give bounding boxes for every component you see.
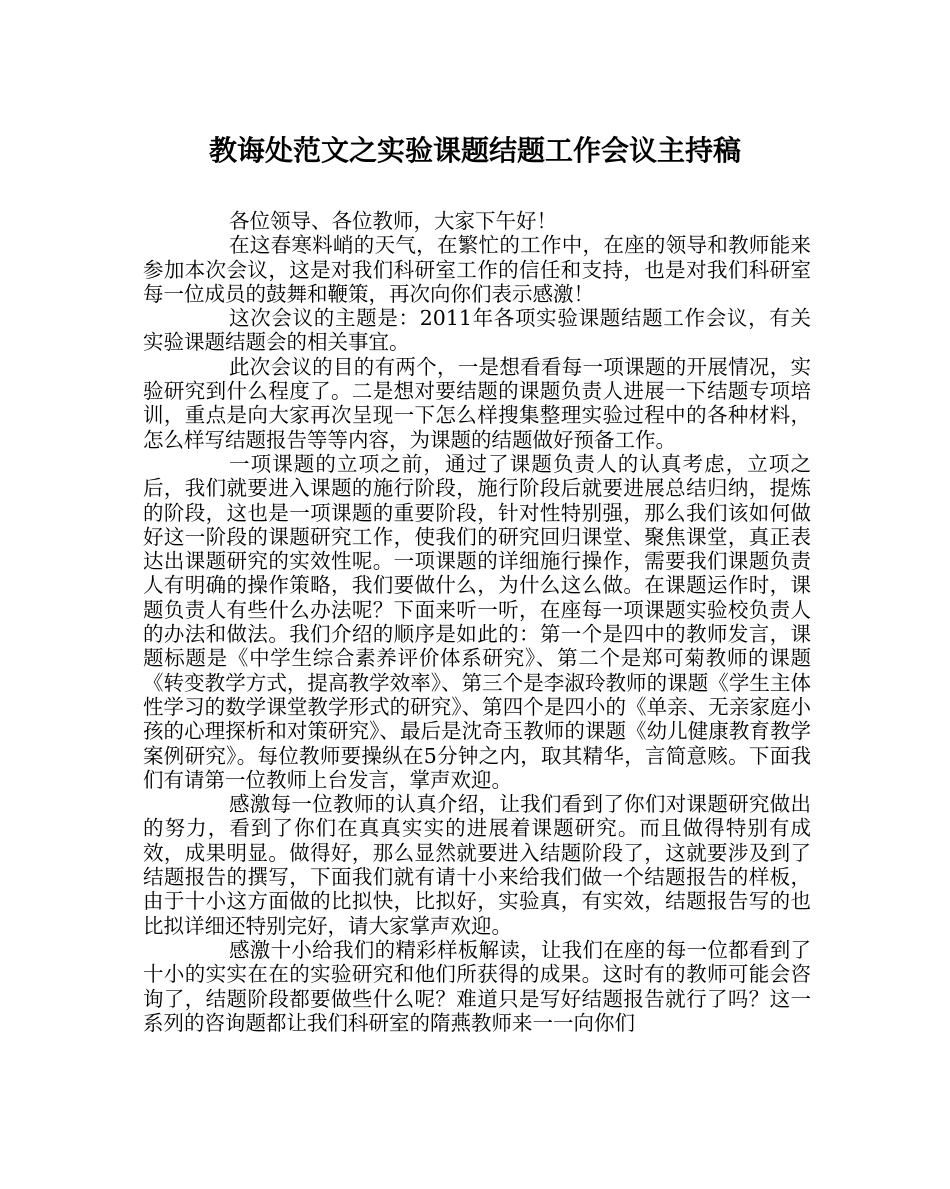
paragraph-sample-report: 感激十小给我们的精彩样板解读，让我们在座的每一位都看到了十小的实实在在的实验研究和他们所获得的成果。这时有的教师可能会咨询了，结题阶段都要做些什么呢？难道只是写好结题报告就行了吗？这一系列的咨询题都让我们科研室的隋燕教师来一一向你们 bbox=[143, 937, 811, 1035]
paragraph-purpose: 此次会议的目的有两个，一是想看看每一项课题的开展情况，实验研究到什么程度了。二是想对要结题的课题负责人进展一下结题专项培训，重点是向大家再次呈现一下怎么样搜集整理实验过程中的各种材料，怎么样写结题报告等等内容，为课题的结题做好预备工作。 bbox=[143, 354, 811, 452]
paragraph-greeting: 各位领导、各位教师，大家下午好！ bbox=[229, 209, 557, 233]
paragraph-theme: 这次会议的主题是：2011年各项实验课题结题工作会议，有关实验课题结题会的相关事宜。 bbox=[143, 306, 811, 355]
paragraph-project-intro: 一项课题的立项之前，通过了课题负责人的认真考虑，立项之后，我们就要进入课题的施行阶段，施行阶段后就要进展总结归纳，提炼的阶段，这也是一项课题的重要阶段，针对性特别强，那么我们该如何做好这一阶段的课题研究工作，使我们的研究回归课堂、聚焦课堂，真正表达出课题研究的实效性呢。一项课题的详细施行操作，需要我们课题负责人有明确的操作策略，我们要做什么，为什么这么做。在课题运作时，课题负责人有些什么办法呢？下面来听一听，在座每一项课题实验校负责人的办法和做法。我们介绍的顺序是如此的：第一个是四中的教师发言，课题标题是《中学生综合素养评价体系研究》、第二个是郑可菊教师的课题《转变教学方式，提高教学效率》、第三个是李淑玲教师的课题《学生主体性学习的数学课堂教学形式的研究》、第四个是四小的《单亲、无亲家庭小孩的心理探析和对策研究》、最后是沈奇玉教师的课题《幼儿健康教育教学案例研究》。每位教师要操纵在5分钟之内，取其精华，言简意赅。下面我们有请第一位教师上台发言，掌声欢迎。 bbox=[143, 451, 811, 792]
paragraph-thanks: 在这春寒料峭的天气，在繁忙的工作中，在座的领导和教师能来参加本次会议，这是对我们科研室工作的信任和支持，也是对我们科研室每一位成员的鼓舞和鞭策，再次向你们表示感激！ bbox=[143, 233, 811, 306]
document-title: 教诲处范文之实验课题结题工作会议主持稿 bbox=[208, 134, 741, 167]
paragraph-appreciation: 感激每一位教师的认真介绍，让我们看到了你们对课题研究做出的努力，看到了你们在真真实实的进展着课题研究。而且做得特别有成效，成果明显。做得好，那么显然就要进入结题阶段了，这就要涉及到了结题报告的撰写，下面我们就有请十小来给我们做一个结题报告的样板，由于十小这方面做的比拟快，比拟好，实验真，有实效，结题报告写的也比拟详细还特别完好，请大家掌声欢迎。 bbox=[143, 792, 811, 938]
document-body bbox=[143, 209, 811, 1035]
